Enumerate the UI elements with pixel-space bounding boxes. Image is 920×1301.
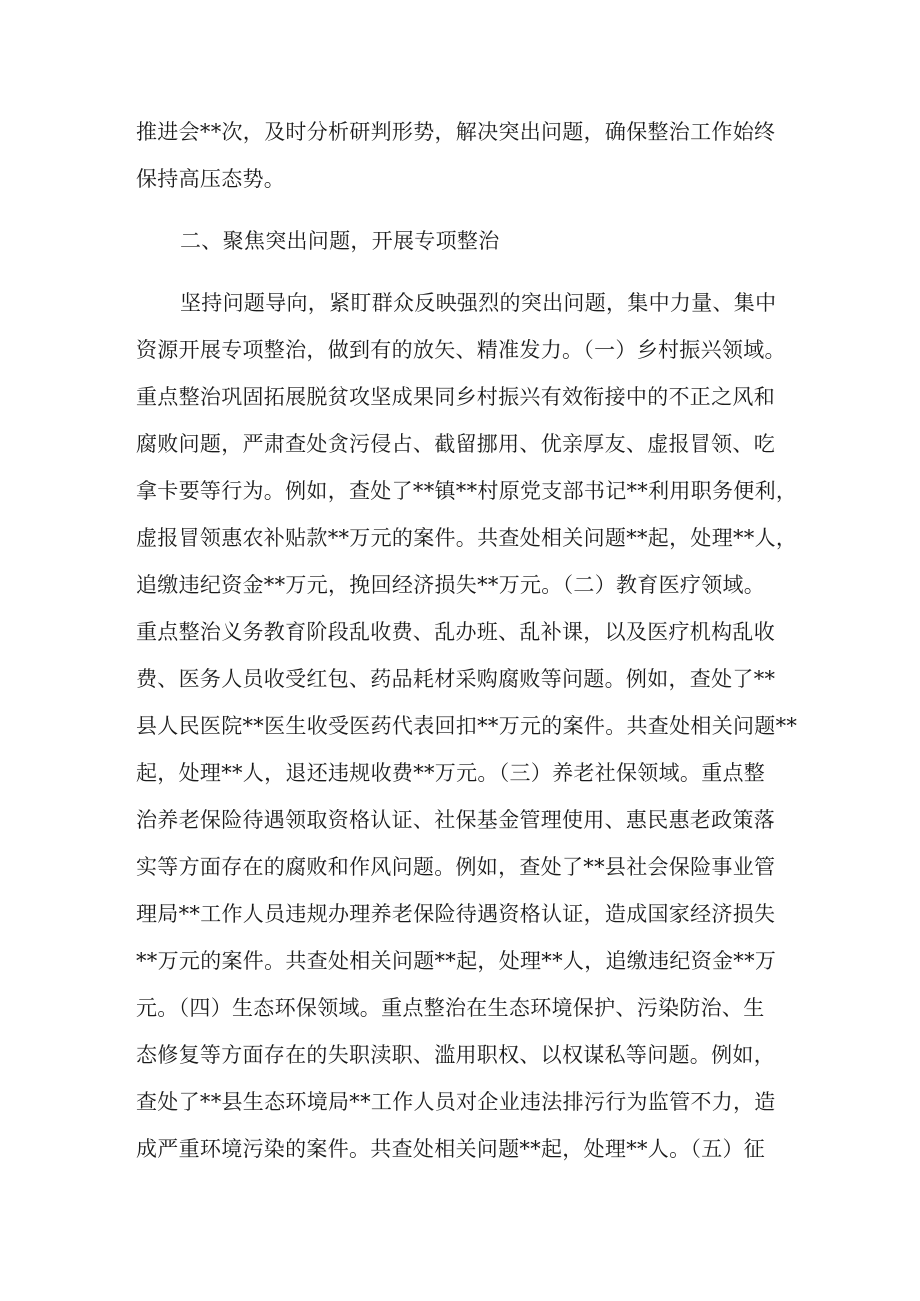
body-text-line: 保持高压态势。: [136, 167, 286, 191]
body-text-line: 重点整治巩固拓展脱贫攻坚成果同乡村振兴有效衔接中的不正之风和: [136, 385, 775, 409]
body-text-line: 查处了**县生态环境局**工作人员对企业违法排污行为监管不力，造: [136, 1090, 776, 1114]
body-text-line: 元。（四）生态环保领域。重点整治在生态环境保护、污染防治、生: [136, 996, 765, 1020]
body-text-line: 拿卡要等行为。例如，查处了**镇**村原党支部书记**利用职务便利，: [136, 479, 798, 503]
body-text-line: 费、医务人员收受红包、药品耗材采购腐败等问题。例如，查处了**: [136, 667, 776, 691]
body-text-line: 坚持问题导向，紧盯群众反映强烈的突出问题，集中力量、集中: [180, 291, 777, 315]
body-text-line: 态修复等方面存在的失职渎职、滥用职权、以权谋私等问题。例如，: [136, 1043, 775, 1067]
body-text-line: 资源开展专项整治，做到有的放矢、精准发力。（一）乡村振兴领域。: [136, 338, 786, 362]
section-heading: 二、聚焦突出问题，开展专项整治: [180, 229, 500, 253]
body-text-line: 成严重环境污染的案件。共查处相关问题**起，处理**人。（五）征: [136, 1137, 766, 1161]
body-text-line: 推进会**次，及时分析研判形势，解决突出问题，确保整治工作始终: [136, 120, 776, 144]
body-text-line: 追缴违纪资金**万元，挽回经济损失**万元。（二）教育医疗领域。: [136, 573, 766, 597]
body-text-line: 理局**工作人员违规办理养老保险待遇资格认证，造成国家经济损失: [136, 902, 776, 926]
body-text-line: 实等方面存在的腐败和作风问题。例如，查处了**县社会保险事业管: [136, 855, 776, 879]
body-text-line: 县人民医院**医生收受医药代表回扣**万元的案件。共查处相关问题**: [136, 714, 798, 738]
body-text-line: **万元的案件。共查处相关问题**起，处理**人，追缴违纪资金**万: [136, 949, 777, 973]
body-text-line: 腐败问题，严肃查处贪污侵占、截留挪用、优亲厚友、虚报冒领、吃: [136, 432, 775, 456]
body-text-line: 治养老保险待遇领取资格认证、社保基金管理使用、惠民惠老政策落: [136, 808, 775, 832]
body-text-line: 重点整治义务教育阶段乱收费、乱办班、乱补课，以及医疗机构乱收: [136, 620, 775, 644]
body-text-line: 起，处理**人，退还违规收费**万元。（三）养老社保领域。重点整: [136, 761, 766, 785]
body-text-line: 虚报冒领惠农补贴款**万元的案件。共查处相关问题**起，处理**人，: [136, 526, 798, 550]
